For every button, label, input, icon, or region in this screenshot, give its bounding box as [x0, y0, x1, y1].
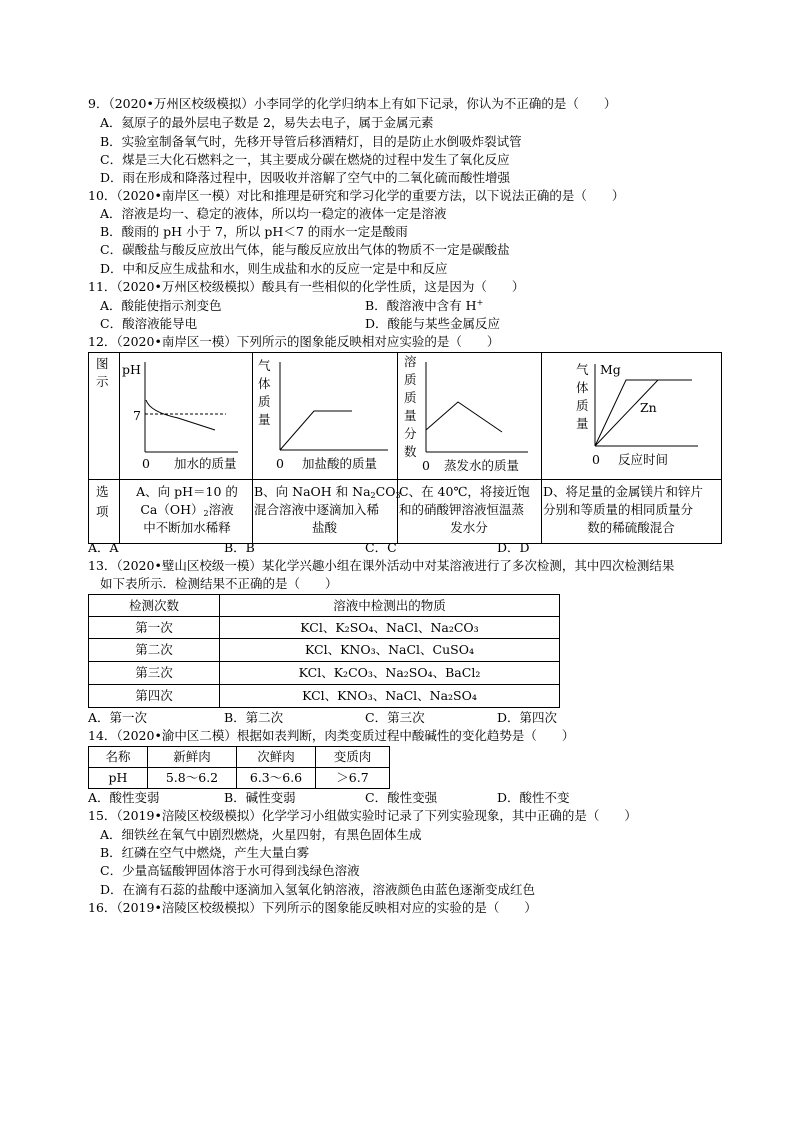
- q12-desc-b1-sub: 2: [370, 491, 376, 500]
- q14-header-spoiled: 变质肉: [316, 747, 390, 768]
- graph-c-xlabel: 蒸发水的质量: [444, 458, 520, 473]
- q14-header-fresh: 新鲜肉: [148, 747, 237, 768]
- q11-stem: 11．（2020•万州区校级模拟）酸具有一些相似的化学性质，这是因为（ ）: [88, 279, 525, 294]
- q12-answer-d: D．D: [497, 540, 530, 555]
- q12-graph-c: [404, 354, 528, 473]
- graph-c-ylabel-4: 量: [404, 408, 417, 423]
- graph-d-ylabel-2: 体: [576, 380, 589, 395]
- graph-c-ylabel-1: 溶: [404, 354, 417, 369]
- graph-d-ylabel-4: 量: [576, 416, 589, 431]
- q12-desc-b2: 混合溶液中逐滴加入稀: [254, 502, 380, 517]
- q14-answer-d: D．酸性不变: [497, 790, 570, 805]
- q14-table: [88, 746, 390, 789]
- q13-row-1-count: 第一次: [89, 617, 220, 639]
- q12-desc-a2-sub: 2: [203, 509, 209, 518]
- q13-stem-2: 如下表所示．检测结果不正确的是（ ）: [100, 576, 338, 591]
- q12-desc-b3: 盐酸: [311, 520, 337, 535]
- q15-option-b: B．红磷在空气中燃烧，产生大量白雾: [100, 845, 310, 860]
- q14-answer-b: B．碱性变弱: [224, 790, 296, 805]
- q15-stem: 15．（2019•涪陵区校级模拟）化学学习小组做实验时记录了下列实验现象，其中正确的是（ ）: [88, 808, 637, 823]
- q11-option-b: [365, 298, 483, 314]
- graph-c-ylabel-3: 质: [404, 390, 417, 405]
- q12-desc-b1: [254, 484, 401, 500]
- graph-d-ylabel-3: 质: [576, 398, 589, 413]
- graph-d-origin: 0: [592, 452, 600, 467]
- q13-answer-a: A．第一次: [88, 710, 148, 725]
- q12-desc-a2: [124, 502, 250, 518]
- q14-answer-c: C．酸性变强: [365, 790, 438, 805]
- q12-answer-c: C．C: [365, 540, 397, 555]
- q14-row-spoiled: ＞6.7: [316, 768, 390, 789]
- graph-b-ylabel-4: 量: [258, 412, 271, 427]
- q12-graph-a: [122, 362, 238, 471]
- graph-b-ylabel-2: 体: [258, 376, 271, 391]
- q12-stem: 12．（2020•南岸区一模）下列所示的图象能反映相对应实验的是（ ）: [88, 334, 500, 349]
- q12-desc-a1: A、向 pH＝10 的: [136, 484, 238, 499]
- graph-b-ylabel-1: 气: [258, 358, 271, 373]
- q13-stem-1: 13．（2020•璧山区校级一模）某化学兴趣小组在课外活动中对某溶液进行了多次检测，其中四次检测结果: [88, 558, 675, 573]
- q13-row-2-count: 第二次: [89, 639, 220, 662]
- q12-desc-a2-text-b: 溶液: [208, 502, 234, 517]
- graph-a-xlabel: 加水的质量: [174, 456, 237, 471]
- q15-option-a: A．细铁丝在氧气中剧烈燃烧，火星四射，有黑色固体生成: [100, 827, 422, 842]
- q13-header-substances: 溶液中检测出的物质: [220, 595, 560, 617]
- q9-stem: 9．（2020•万州区校级模拟）小李同学的化学归纳本上有如下记录，你认为不正确的是（ ）: [88, 96, 617, 111]
- q9-option-a: A．氦原子的最外层电子数是 2，易失去电子，属于金属元素: [100, 115, 434, 130]
- q12-desc-b1-text-b: CO: [375, 484, 396, 499]
- q14-row-fresh: 5.8～6.2: [148, 768, 237, 789]
- graph-d-xlabel: 反应时间: [618, 452, 669, 467]
- q10-option-a: A．溶液是均一、稳定的液体，所以均一稳定的液体一定是溶液: [100, 206, 447, 221]
- q9-option-d: D．雨在形成和降落过程中，因吸收并溶解了空气中的二氧化硫而酸性增强: [100, 170, 511, 185]
- graph-d-label-zn: Zn: [640, 400, 657, 415]
- q12-graph-d: [576, 362, 698, 467]
- graph-c-curve: [426, 402, 502, 432]
- q12-desc-a2-text: Ca（OH）: [140, 502, 204, 517]
- q11-option-c: C．酸溶液能导电: [100, 316, 198, 331]
- graph-a-ylabel: pH: [122, 362, 141, 377]
- q12-graph-b: [258, 358, 388, 471]
- q13-row-3-substances: KCl、K₂CO₃、Na₂SO₄、BaCl₂: [220, 662, 560, 685]
- q14-row-second: 6.3～6.6: [237, 768, 316, 789]
- q10-option-d: D．中和反应生成盐和水，则生成盐和水的反应一定是中和反应: [100, 261, 448, 276]
- q13-table: [88, 594, 560, 708]
- q12-desc-b1-sub2: 3: [395, 491, 401, 500]
- q12-desc-a3: 中不断加水稀释: [143, 520, 231, 535]
- q10-option-b: B．酸雨的 pH 小于 7，所以 pH＜7 的雨水一定是酸雨: [100, 224, 408, 239]
- graph-d-ylabel-1: 气: [576, 362, 589, 377]
- graph-b-origin: 0: [276, 456, 284, 471]
- q12-desc-c3: 发水分: [450, 520, 488, 535]
- q12-desc-d3: 数的稀硫酸混合: [587, 520, 675, 535]
- q12-desc-c2: 和的硝酸钾溶液恒温蒸: [399, 502, 525, 517]
- q9-option-b: B．实验室制备氧气时，先移开导管后移酒精灯，目的是防止水倒吸炸裂试管: [100, 134, 522, 149]
- graph-a-origin: 0: [142, 456, 150, 471]
- q14-answer-a: A．酸性变弱: [88, 790, 160, 805]
- graph-c-origin: 0: [422, 458, 430, 473]
- q13-row-1-substances: KCl、K₂SO₄、NaCl、Na₂CO₃: [220, 617, 560, 639]
- q13-row-3-count: 第三次: [89, 662, 220, 685]
- q14-row-label: pH: [89, 768, 148, 789]
- q13-answer-b: B．第二次: [224, 710, 284, 725]
- q12-label-option-2: 项: [96, 504, 109, 519]
- q10-stem: 10．（2020•南岸区一模）对比和推理是研究和学习化学的重要方法，以下说法正确的是（ ）: [88, 188, 625, 203]
- q10-option-c: C．碳酸盐与酸反应放出气体，能与酸反应放出气体的物质不一定是碳酸盐: [100, 242, 510, 257]
- q9-option-c: C．煤是三大化石燃料之一，其主要成分碳在燃烧的过程中发生了氧化反应: [100, 152, 510, 167]
- q15-option-d: D．在滴有石蕊的盐酸中逐滴加入氢氧化钠溶液，溶液颜色由蓝色逐渐变成红色: [100, 882, 536, 897]
- q11-option-b-sup: +: [476, 298, 484, 307]
- q15-option-c: C．少量高锰酸钾固体溶于水可得到浅绿色溶液: [100, 863, 360, 878]
- q12-desc-b1-text: B、向 NaOH 和 Na: [254, 484, 371, 499]
- graph-b-xlabel: 加盐酸的质量: [302, 456, 378, 471]
- q14-stem: 14．（2020•渝中区二模）根据如表判断，肉类变质过程中酸碱性的变化趋势是（ ）: [88, 728, 575, 743]
- graph-a-curve: [146, 400, 215, 430]
- q11-option-d: D．酸能与某些金属反应: [365, 316, 501, 331]
- q13-answer-c: C．第三次: [365, 710, 425, 725]
- q13-header-count: 检测次数: [89, 595, 220, 617]
- q12-desc-d2: 分别和等质量的相同质量分: [543, 502, 694, 517]
- graph-d-label-mg: Mg: [600, 362, 621, 377]
- q13-row-2-substances: KCl、KNO₃、NaCl、CuSO₄: [220, 639, 560, 662]
- q14-header-second: 次鲜肉: [237, 747, 316, 768]
- q12-label-figure-1: 图: [96, 356, 109, 371]
- q12-label-option-1: 选: [96, 484, 109, 499]
- q13-answer-d: D．第四次: [497, 710, 558, 725]
- q11-option-a: A．酸能使指示剂变色: [100, 298, 222, 313]
- graph-c-ylabel-6: 数: [404, 444, 417, 459]
- q12-desc-d1: D、将足量的金属镁片和锌片: [543, 484, 704, 499]
- q12-answer-b: B．B: [224, 540, 255, 555]
- q14-header-name: 名称: [89, 747, 148, 768]
- q16-stem: 16．（2019•涪陵区校级模拟）下列所示的图象能反映相对应的实验的是（ ）: [88, 900, 537, 915]
- graph-c-ylabel-2: 质: [404, 372, 417, 387]
- q11-option-b-text: B．酸溶液中含有 H: [365, 298, 477, 313]
- graph-a-mark-7: 7: [133, 408, 141, 423]
- graph-b-ylabel-3: 质: [258, 394, 271, 409]
- q12-label-figure-2: 示: [96, 374, 109, 389]
- graph-c-ylabel-5: 分: [404, 426, 417, 441]
- q13-row-4-count: 第四次: [89, 685, 220, 708]
- graph-b-curve: [280, 411, 352, 450]
- q12-desc-c1: C、在 40℃，将接近饱: [399, 484, 530, 499]
- q13-row-4-substances: KCl、KNO₃、NaCl、Na₂SO₄: [220, 685, 560, 708]
- q12-answer-a: A．A: [88, 540, 119, 555]
